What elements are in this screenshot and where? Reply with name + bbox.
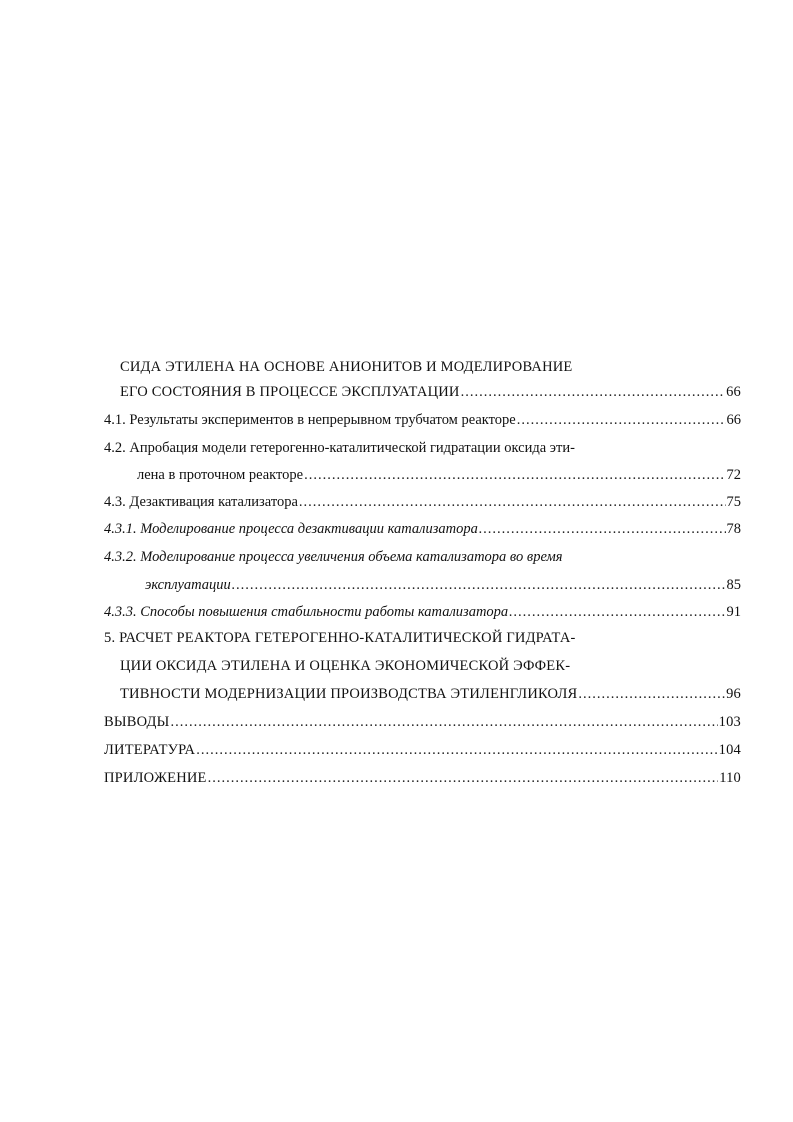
toc-leader-dots bbox=[232, 574, 726, 596]
toc-entry bbox=[120, 381, 741, 403]
toc-entry-page: 78 bbox=[726, 521, 741, 537]
toc-line-continuation: 4.2. Апробация модели гетерогенно-каталитической гидратации оксида эти- bbox=[104, 440, 575, 456]
toc-entry-title: 4.3.3. Способы повышения стабильности работы катализатора bbox=[104, 604, 509, 620]
toc-entry-title: ПРИЛОЖЕНИЕ bbox=[104, 770, 207, 786]
toc-entry bbox=[104, 491, 741, 513]
toc-entry bbox=[104, 767, 741, 789]
toc-line-continuation: 4.3.2. Моделирование процесса увеличения объема катализатора во время bbox=[104, 549, 563, 565]
toc-leader-dots bbox=[578, 683, 725, 705]
toc-entry bbox=[145, 574, 741, 596]
toc-entry-page: 72 bbox=[726, 467, 741, 483]
toc-line-continuation: ЦИИ ОКСИДА ЭТИЛЕНА И ОЦЕНКА ЭКОНОМИЧЕСКОЙ ЭФФЕК- bbox=[120, 658, 571, 674]
toc-leader-dots bbox=[299, 491, 726, 513]
toc-entry-page: 104 bbox=[718, 742, 741, 758]
toc-entry-title: 4.3. Дезактивация катализатора bbox=[104, 494, 298, 510]
toc-leader-dots bbox=[461, 381, 726, 403]
toc-entry bbox=[137, 464, 741, 486]
toc-entry-page: 85 bbox=[726, 577, 741, 593]
toc-line-continuation: СИДА ЭТИЛЕНА НА ОСНОВЕ АНИОНИТОВ И МОДЕЛИРОВАНИЕ bbox=[120, 359, 573, 375]
toc-entry bbox=[104, 518, 741, 540]
toc-line-continuation: 5. РАСЧЕТ РЕАКТОРА ГЕТЕРОГЕННО-КАТАЛИТИЧЕСКОЙ ГИДРАТА- bbox=[104, 630, 576, 646]
toc-leader-dots bbox=[509, 601, 725, 623]
toc-entry-title: эксплуатации bbox=[145, 577, 231, 593]
toc-leader-dots bbox=[479, 518, 726, 540]
toc-leader-dots bbox=[517, 409, 726, 431]
toc-entry bbox=[104, 739, 741, 761]
toc-entry-title: 4.3.1. Моделирование процесса дезактивации катализатора bbox=[104, 521, 478, 537]
toc-entry-page: 91 bbox=[726, 604, 741, 620]
toc-leader-dots bbox=[304, 464, 725, 486]
toc-entry-page: 103 bbox=[718, 714, 741, 730]
toc-entry-title: ТИВНОСТИ МОДЕРНИЗАЦИИ ПРОИЗВОДСТВА ЭТИЛЕНГЛИКОЛЯ bbox=[120, 686, 578, 702]
toc-entry-title: ЕГО СОСТОЯНИЯ В ПРОЦЕССЕ ЭКСПЛУАТАЦИИ bbox=[120, 384, 460, 400]
toc-entry bbox=[104, 601, 741, 623]
toc-leader-dots bbox=[196, 739, 717, 761]
toc-entry-page: 66 bbox=[726, 384, 741, 400]
toc-entry-title: ЛИТЕРАТУРА bbox=[104, 742, 196, 758]
toc-entry bbox=[120, 683, 741, 705]
toc-entry-title: ВЫВОДЫ bbox=[104, 714, 170, 730]
toc-entry-page: 110 bbox=[719, 770, 741, 786]
toc-entry bbox=[104, 409, 741, 431]
toc-entry-page: 96 bbox=[726, 686, 741, 702]
toc-entry-page: 66 bbox=[726, 412, 741, 428]
toc-entry-title: лена в проточном реакторе bbox=[137, 467, 304, 483]
toc-leader-dots bbox=[208, 767, 719, 789]
toc-entry bbox=[104, 711, 741, 733]
toc-entry-page: 75 bbox=[726, 494, 741, 510]
toc-leader-dots bbox=[170, 711, 717, 733]
toc-entry-title: 4.1. Результаты экспериментов в непрерывном трубчатом реакторе bbox=[104, 412, 516, 428]
